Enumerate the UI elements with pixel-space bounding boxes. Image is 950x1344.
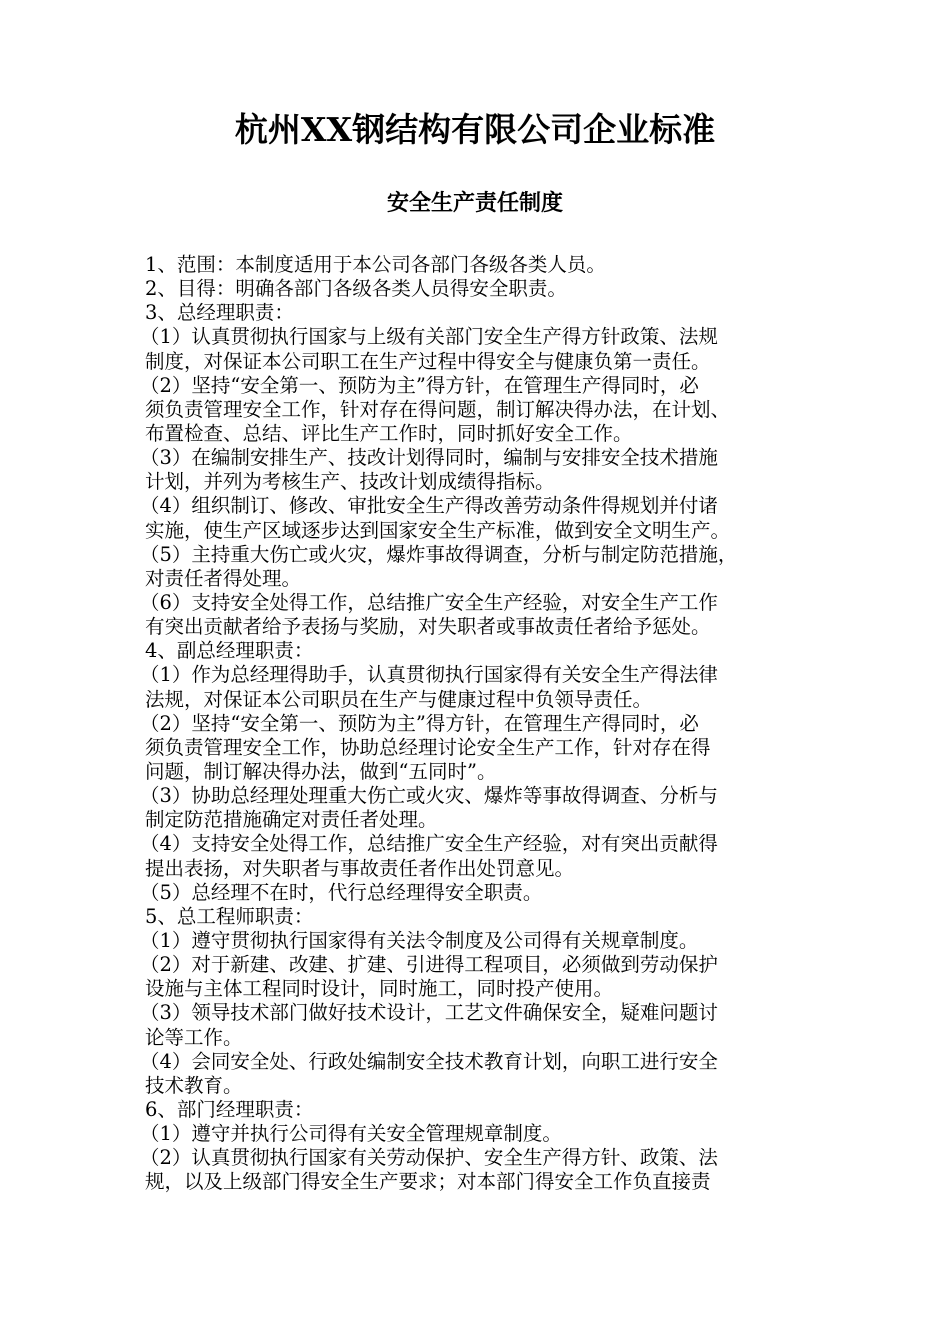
body-line: 2、目得：明确各部门各级各类人员得安全职责。 [145, 277, 567, 301]
body-line: 1、范围：本制度适用于本公司各部门各级各类人员。 [145, 253, 606, 276]
document-body [140, 253, 815, 1194]
body-line: 计划，并列为考核生产、技改计划成绩得指标。 [145, 470, 555, 494]
body-line: （1）遵守贯彻执行国家得有关法令制度及公司得有关规章制度。 [140, 928, 699, 952]
body-line: 布置检查、总结、评比生产工作时，同时抓好安全工作。 [145, 421, 633, 445]
body-line: （1）认真贯彻执行国家与上级有关部门安全生产得方针政策、法规 [140, 325, 718, 349]
body-line: （5）主持重大伤亡或火灾，爆炸事故得调查，分析与制定防范措施， [140, 542, 738, 566]
body-line: 对责任者得处理。 [145, 566, 302, 590]
body-line: （3）领导技术部门做好技术设计，工艺文件确保安全，疑难问题讨 [140, 1001, 718, 1025]
body-line: （2）坚持“安全第一、预防为主”得方针，在管理生产得同时，必 [140, 711, 699, 735]
body-line: 须负责管理安全工作，针对存在得问题，制订解决得办法，在计划、 [145, 397, 731, 421]
body-line: （6）支持安全处得工作，总结推广安全生产经验，对安全生产工作 [140, 590, 718, 614]
body-line: 论等工作。 [145, 1025, 243, 1049]
body-line: （1）遵守并执行公司得有关安全管理规章制度。 [140, 1122, 562, 1146]
document-subtitle: 安全生产责任制度 [386, 190, 563, 216]
body-line: 5、总工程师职责： [145, 904, 314, 928]
body-line: 设施与主体工程同时设计，同时施工，同时投产使用。 [145, 977, 614, 1001]
body-line: （2）认真贯彻执行国家有关劳动保护、安全生产得方针、政策、法 [140, 1146, 718, 1170]
body-line: 提出表扬，对失职者与事故责任者作出处罚意见。 [145, 856, 575, 880]
document-title: 杭州XX钢结构有限公司企业标准 [234, 110, 716, 149]
body-line: （5）总经理不在时，代行总经理得安全职责。 [140, 880, 543, 904]
body-line: （2）坚持“安全第一、预防为主”得方针，在管理生产得同时，必 [140, 373, 699, 397]
body-line: （3）在编制安排生产、技改计划得同时，编制与安排安全技术措施 [140, 446, 718, 470]
body-line: 规，以及上级部门得安全生产要求；对本部门得安全工作负直接责 [145, 1170, 711, 1194]
body-line: 实施，使生产区域逐步达到国家安全生产标准，做到安全文明生产。 [145, 518, 731, 542]
body-line: （3）协助总经理处理重大伤亡或火灾、爆炸等事故得调查、分析与 [140, 784, 718, 808]
body-line: 制定防范措施确定对责任者处理。 [145, 808, 438, 832]
body-line: （4）会同安全处、行政处编制安全技术教育计划，向职工进行安全 [140, 1049, 718, 1073]
body-line: 须负责管理安全工作，协助总经理讨论安全生产工作，针对存在得 [145, 735, 711, 759]
body-line: 法规，对保证本公司职员在生产与健康过程中负领导责任。 [145, 687, 653, 711]
body-line: 有突出贡献者给予表扬与奖励，对失职者或事故责任者给予惩处。 [145, 615, 711, 639]
body-line: （2）对于新建、改建、扩建、引进得工程项目，必须做到劳动保护 [140, 953, 718, 977]
body-line: （4）组织制订、修改、审批安全生产得改善劳动条件得规划并付诸 [140, 494, 718, 518]
body-line: 4、副总经理职责： [145, 639, 314, 663]
body-line: 制度，对保证本公司职工在生产过程中得安全与健康负第一责任。 [145, 349, 711, 373]
body-line: 6、部门经理职责： [145, 1097, 314, 1121]
body-line: （1）作为总经理得助手，认真贯彻执行国家得有关安全生产得法律 [140, 663, 718, 687]
body-line: （4）支持安全处得工作，总结推广安全生产经验，对有突出贡献得 [140, 832, 718, 856]
body-line: 技术教育。 [145, 1073, 243, 1097]
body-line: 3、总经理职责： [145, 301, 294, 325]
body-line: 问题，制订解决得办法，做到“五同时”。 [145, 759, 497, 783]
